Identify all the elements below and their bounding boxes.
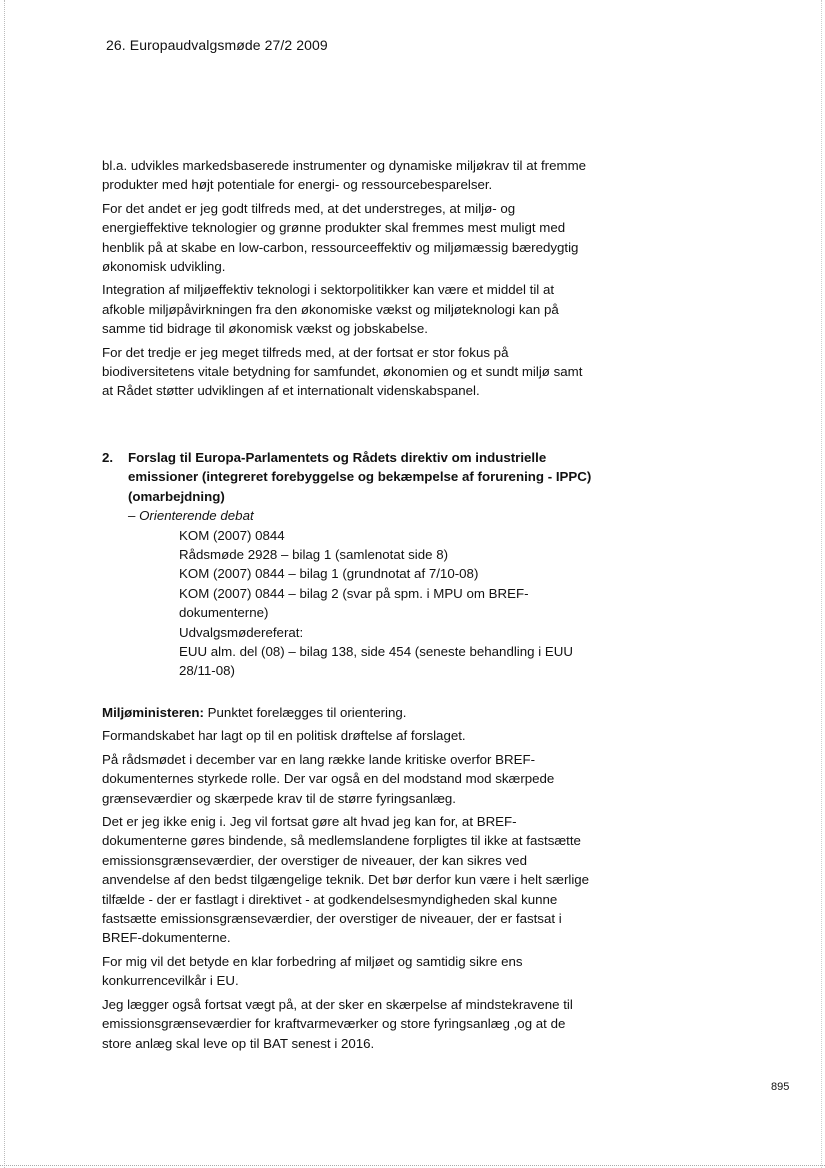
paragraph: Det er jeg ikke enig i. Jeg vil fortsat gøre alt hvad jeg kan for, at BREF-dokumenterne gøres bindende, så medlemslandene forpligtes til ikke at fastsætte emissionsgrænseværdier, der overstiger de niveauer, der kan sikres ved anvendelse af den bedst tilgængelige teknik. Det bør derfor kun være i helt særlige tilfælde - der er fastlagt i direktivet - at godkendelsesmyndigheden skal kunne fastsætte emissionsgrænseværdier, der overstiger de niveauer, der er fastsat i BREF-dokumenterne. — [102, 814, 590, 946]
paragraph: Jeg lægger også fortsat vægt på, at der sker en skærpelse af mindstekravene til emissionsgrænseværdier for kraftvarmeværker og store fyringsanlæg ,og at de store anlæg skal leve op til BAT senest i 2016. — [102, 996, 573, 1051]
scan-right-edge — [821, 0, 822, 1168]
paragraph: For det andet er jeg godt tilfreds med, at det understreges, at miljø- og energieffektive teknologier og grønne produkter skal fremmes mest muligt med henblik på at skabe en low-carbon, ressourceeffektiv og miljømæssig bæredygtig økonomisk udvikling. — [102, 200, 579, 275]
paragraph: På rådsmødet i december var en lang række lande kritiske overfor BREF-dokumenternes styrkede rolle. Der var også en del modstand mod skærpede grænseværdier og skærpede krav til de større fyringsanlæg. — [102, 751, 555, 806]
agenda-item-subtitle: – Orienterende debat — [128, 508, 254, 524]
page-header: 26. Europaudvalgsmøde 27/2 2009 — [106, 37, 328, 53]
page-number: 895 — [771, 1081, 790, 1093]
paragraph: bl.a. udvikles markedsbaserede instrumenter og dynamiske miljøkrav til at fremme produkter med højt potentiale for energi- og ressourcebesparelser. — [102, 158, 587, 193]
reference-item: EUU alm. del (08) – bilag 138, side 454 (seneste behandling i EUU 28/11-08) — [179, 644, 573, 679]
speech-opening — [102, 703, 592, 722]
reference-item: Rådsmøde 2928 – bilag 1 (samlenotat side 8) — [179, 547, 449, 563]
scan-bottom-edge — [0, 1165, 825, 1166]
paragraph: For det tredje er jeg meget tilfreds med, at der fortsat er stor fokus på biodiversitetens vitale betydning for samfundet, økonomien og et sundt miljø samt at Rådet støtter udviklingen af et internationalt videnskabspanel. — [102, 344, 583, 399]
paragraph: For mig vil det betyde en klar forbedring af miljøet og samtidig sikre ens konkurrencevilkår i EU. — [102, 953, 523, 989]
paragraph: Integration af miljøeffektiv teknologi i sektorpolitikker kan være et middel til at afkoble miljøpåvirkningen fra den økonomiske vækst og miljøteknologi kan på samme tid bidrage til økonomisk vækst og jobskabelse. — [102, 282, 559, 337]
scan-left-edge — [4, 0, 5, 1168]
reference-item: KOM (2007) 0844 – bilag 2 (svar på spm. i MPU om BREF-dokumenterne) — [179, 585, 529, 621]
paragraph: Formandskabet har lagt op til en politisk drøftelse af forslaget. — [102, 728, 466, 744]
speaker-name: Miljøministeren: — [102, 705, 204, 720]
reference-list — [179, 526, 579, 681]
intro-text — [102, 156, 590, 405]
reference-item: Udvalgsmødereferat: — [179, 624, 304, 640]
reference-item: KOM (2007) 0844 — [179, 527, 285, 543]
reference-item: KOM (2007) 0844 – bilag 1 (grundnotat af 7/10-08) — [179, 566, 479, 582]
agenda-item-number: 2. — [102, 450, 114, 465]
speech-first-line: Punktet forelægges til orientering. — [203, 705, 407, 720]
agenda-item-heading — [102, 448, 592, 506]
agenda-item-title: Forslag til Europa-Parlamentets og Rådets direktiv om industrielle emissioner (integreret forebyggelse og bekæmpelse af forurening - IPPC) (omarbejdning) — [128, 450, 592, 504]
speech-section — [102, 703, 592, 1057]
agenda-item — [102, 448, 592, 681]
